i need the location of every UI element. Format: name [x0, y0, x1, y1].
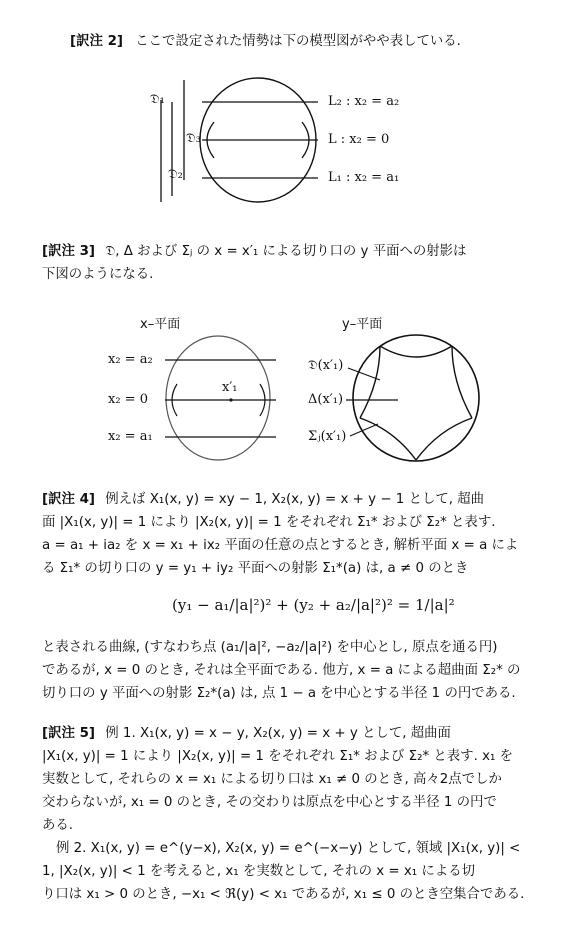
fig1-label-l: L : x₂ = 0 — [328, 132, 390, 147]
fig2-y-star-curve — [360, 346, 472, 460]
fig2-y-circle — [353, 335, 479, 461]
note5-ex2-3: り口は x₁ > 0 のとき, −x₁ < ℜ(y) < x₁ であるが, x₁ ≤ 0 のとき空集合である. — [42, 887, 525, 902]
fig2-x-right-arc — [260, 384, 265, 416]
fig2-label-0: x₂ = 0 — [108, 392, 148, 407]
note4-paragraph — [42, 488, 542, 580]
note4-tag: [訳注 4] — [42, 492, 96, 507]
fig2-label-sigma: Σⱼ(x′₁) — [308, 429, 347, 444]
note5-ex2-1: 例 2. X₁(x, y) = e^(y−x), X₂(x, y) = e^(−x−y) として, 領域 |X₁(x, y)| < — [56, 841, 521, 856]
fig2-label-point: x′₁ — [222, 380, 238, 395]
fig2-x-point — [229, 398, 232, 401]
fig2-x-title: x–平面 — [140, 317, 181, 332]
note3-line1: 𝔇, Δ および Σⱼ の x = x′₁ による切り口の y 平面への射影は — [105, 244, 467, 259]
fig1-label-d2: 𝔇₂ — [168, 167, 183, 182]
fig2-label-d: 𝔇(x′₁) — [308, 358, 344, 373]
fig1-label-d3: 𝔇₃ — [186, 131, 201, 146]
note2-text: ここで設定された情勢は下の模型図がやや表している. — [135, 34, 461, 49]
note5-line-2: |X₁(x, y)| = 1 により |X₂(x, y)| = 1 をそれぞれ Σ₁* および Σ₂* と表す. x₁ を — [42, 749, 514, 764]
fig1-label-l1: L₁ : x₂ = a₁ — [328, 170, 400, 185]
fig1-label-l2: L₂ : x₂ = a₂ — [328, 94, 400, 109]
note4-equation: (y₁ − a₁/|a|²)² + (y₂ + a₂/|a|²)² = 1/|a|² — [172, 596, 455, 614]
note5-ex2-2: 1, |X₂(x, y)| < 1 を考えると, x₁ を実数として, それの x = x₁ による切 — [42, 864, 475, 879]
note5-tag: [訳注 5] — [42, 726, 96, 741]
note5-line-5: ある. — [42, 818, 74, 833]
note2-tag: [訳注 2] — [70, 34, 124, 49]
note3-line2: 下図のようになる. — [42, 267, 154, 282]
note4-after-2: であるが, x = 0 のとき, それは全平面である. 他方, x = a による超曲面 Σ₂* の — [42, 663, 521, 678]
fig1-label-d1: 𝔇₁ — [150, 92, 165, 107]
note5-line-4: 交わらないが, x₁ = 0 のとき, その交わりは原点を中心とする半径 1 の円で — [42, 795, 497, 810]
fig2-label-a2: x₂ = a₂ — [108, 352, 153, 367]
fig1-ellipse — [200, 78, 316, 202]
note4-after — [42, 636, 542, 705]
fig2-sigma-pointer — [350, 424, 378, 436]
note4-after-1: と表される曲線, (すなわち点 (a₁/|a|², −a₂/|a|²) を中心とし, 原点を通る円) — [42, 640, 498, 655]
note5-line-3: 実数として, それらの x = x₁ による切り口は x₁ ≠ 0 のとき, 高々2点でしか — [42, 772, 502, 787]
note4-line-3: a = a₁ + ia₂ を x = x₁ + ix₂ 平面の任意の点とするとき, 解析平面 x = a によ — [42, 538, 519, 553]
note3-paragraph — [42, 240, 542, 286]
note5-line-1: 例 1. X₁(x, y) = x − y, X₂(x, y) = x + y として, 超曲面 — [105, 726, 451, 741]
note4-line-2: 面 |X₁(x, y)| = 1 により |X₂(x, y)| = 1 をそれぞれ Σ₁* および Σ₂* と表す. — [42, 515, 496, 530]
note5-paragraph — [42, 722, 542, 906]
fig2-d-pointer — [348, 368, 380, 380]
fig2-x-left-arc — [172, 384, 177, 416]
fig2-label-a1: x₂ = a₁ — [108, 429, 153, 444]
fig2-y-title: y–平面 — [342, 317, 383, 332]
fig2-label-delta: Δ(x′₁) — [308, 392, 344, 407]
fig1-left-arc — [207, 122, 214, 158]
note2-paragraph — [70, 30, 540, 53]
note4-after-3: 切り口の y 平面への射影 Σ₂*(a) は, 点 1 − a を中心とする半径 1 の円である. — [42, 686, 516, 701]
fig1-right-arc — [302, 122, 309, 158]
note4-line-1: 例えば X₁(x, y) = xy − 1, X₂(x, y) = x + y − 1 として, 超曲 — [105, 492, 485, 507]
note4-line-4: る Σ₁* の切り口の y = y₁ + iy₂ 平面への射影 Σ₁*(a) は, a ≠ 0 のとき — [42, 561, 469, 576]
note3-tag: [訳注 3] — [42, 244, 96, 259]
fig2-x-ellipse — [166, 336, 270, 460]
